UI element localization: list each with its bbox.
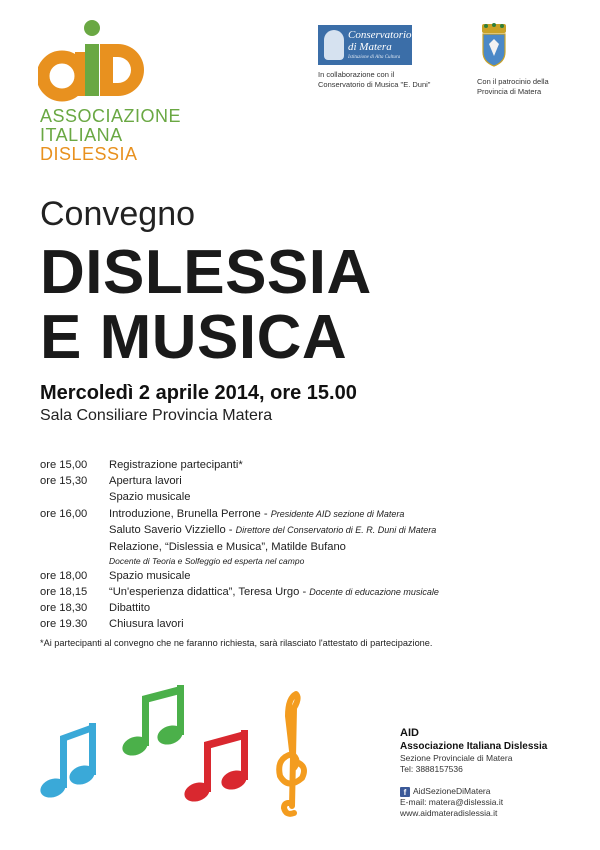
contact-facebook (400, 786, 590, 797)
program-title: Spazio musicale (109, 491, 191, 503)
caption-line: In collaborazione con il (318, 70, 395, 79)
program-note: Direttore del Conservatorio di E. R. Duni di Matera (235, 525, 437, 535)
caption-line: Con il patrocinio della (477, 77, 549, 86)
contact-email: E-mail: matera@dislessia.it (400, 797, 504, 807)
facebook-icon: f (400, 787, 410, 797)
contacts-block (400, 727, 590, 819)
program-text (109, 585, 439, 599)
provincia-crest-icon (479, 22, 509, 67)
event-title-line-1: DISLESSIA (40, 238, 372, 307)
contact-section: Sezione Provinciale di Matera (400, 753, 513, 763)
program-time: ore 19.30 (40, 618, 88, 630)
program-text (109, 458, 243, 472)
program-text (109, 540, 346, 554)
program-time: ore 18,15 (40, 586, 88, 598)
caption-line: Provincia di Matera (477, 87, 542, 96)
program-title: Registrazione partecipanti* (109, 459, 243, 471)
caption-line: Conservatorio di Musica "E. Duni" (318, 80, 431, 89)
contact-phone: Tel: 3888157536 (400, 764, 463, 774)
program-title: Apertura lavori (109, 475, 182, 487)
blue-eighth-notes-icon (38, 723, 97, 801)
program-text (109, 617, 184, 631)
program-time: ore 18,30 (40, 602, 88, 614)
red-eighth-notes-icon (182, 730, 250, 805)
green-eighth-notes-icon (120, 685, 186, 759)
program-note: Presidente AID sezione di Matera (270, 509, 405, 519)
event-venue: Sala Consiliare Provincia Matera (40, 407, 273, 424)
portrait-icon (324, 30, 344, 60)
conservatorio-logo-subtitle: Istituzione di Alta Cultura (348, 55, 401, 60)
logo-line-dislessia: DISLESSIA (40, 144, 138, 164)
event-kicker: Convegno (40, 195, 196, 233)
conservatorio-block (318, 25, 458, 90)
program-text (109, 523, 436, 537)
program-title: Introduzione, Brunella Perrone - (109, 508, 271, 520)
program-title: Spazio musicale (109, 570, 191, 582)
event-date: Mercoledì 2 aprile 2014, ore 15.00 (40, 382, 357, 404)
conservatorio-logo-title: Conservatorio di Matera (348, 29, 412, 53)
program-text (109, 601, 150, 615)
program-time: ore 15,00 (40, 459, 88, 471)
logo-line-associazione: ASSOCIAZIONE (40, 106, 182, 126)
program-note: Docente di Teoria e Solfeggio ed esperta nel campo (109, 556, 305, 566)
program-note: Docente di educazione musicale (309, 587, 439, 597)
program-title: Relazione, “Dislessia e Musica”, Matilde Bufano (109, 541, 346, 553)
footnote: *Ai partecipanti al convegno che ne faranno richiesta, sarà rilasciato l'attestato di partecipazione. (40, 638, 433, 648)
program-title: Dibattito (109, 602, 151, 614)
provincia-block (477, 22, 577, 97)
program-time: ore 15,30 (40, 475, 88, 487)
program-time: ore 18,00 (40, 570, 88, 582)
facebook-handle: AidSezioneDiMatera (413, 786, 491, 796)
contact-org-short: AID (400, 727, 419, 739)
program-text (109, 569, 190, 583)
conservatorio-caption (318, 70, 458, 90)
program-title: Saluto Saverio Vizziello - (109, 524, 236, 536)
event-title-line-2: E MUSICA (40, 303, 348, 372)
contact-website: www.aidmateradislessia.it (400, 808, 498, 818)
aid-logo (38, 18, 182, 164)
logo-line-italiana: ITALIANA (40, 125, 123, 145)
program-text (109, 507, 404, 521)
conservatorio-logo (318, 25, 412, 65)
aid-wordmark-icon (38, 18, 158, 106)
contact-org-name: Associazione Italiana Dislessia (400, 741, 548, 752)
program-text (109, 474, 182, 488)
provincia-caption (477, 77, 577, 97)
orange-treble-clef-icon (279, 694, 304, 814)
program-text (109, 490, 190, 504)
program-time: ore 16,00 (40, 508, 88, 520)
program-title: Chiusura lavori (109, 618, 184, 630)
program-title: “Un'esperienza didattica”, Teresa Urgo - (109, 586, 310, 598)
music-notes-illustration (38, 668, 318, 818)
